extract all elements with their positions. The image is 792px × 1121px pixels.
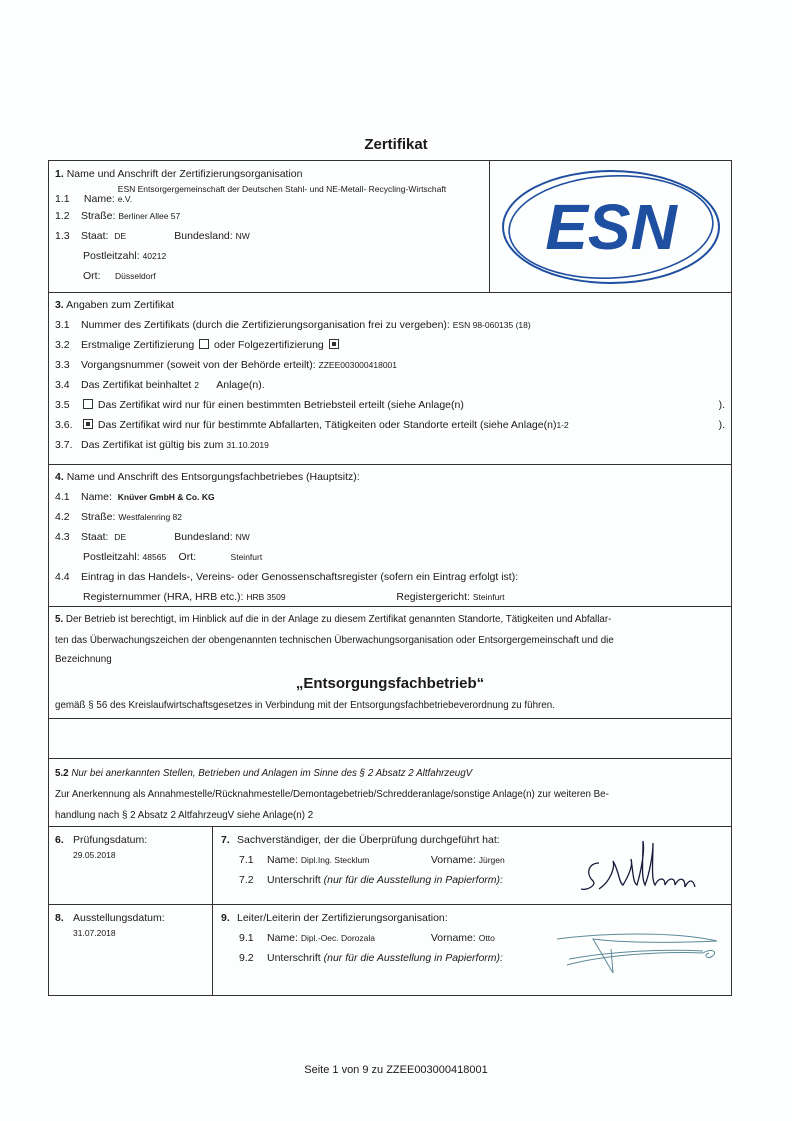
field-number: 3.5: [55, 399, 70, 411]
field-number: 4.2: [55, 511, 70, 523]
field-number: 3.7.: [55, 439, 73, 451]
section-altfahrzeug: [49, 759, 731, 827]
section-authorization: [49, 607, 731, 719]
field-label: Name:: [83, 193, 115, 205]
field-label: Postleitzahl:: [83, 250, 140, 262]
section-number: 3.: [55, 299, 64, 311]
field-number: 3.6.: [55, 419, 73, 431]
section-heading: Name und Anschrift der Zertifizierungsorganisation: [66, 168, 303, 180]
closing-paren: ).: [718, 399, 725, 411]
register-court: Steinfurt: [472, 592, 505, 602]
field-label: Das Zertifikat ist gültig bis zum: [81, 439, 224, 451]
section-number: 4.: [55, 471, 64, 483]
field-label: Das Zertifikat wird nur für bestimmte Abfallarten, Tätigkeiten oder Standorte erteilt (siehe Anlage(n): [97, 419, 557, 431]
field-label: Registernummer (HRA, HRB etc.):: [83, 591, 244, 603]
field-number: 3.4: [55, 379, 70, 391]
field-label: Registergericht:: [396, 591, 470, 603]
closing-paren: ).: [718, 419, 725, 431]
waste-types-checkbox[interactable]: [83, 419, 93, 429]
section-number: 5.2: [55, 768, 69, 779]
page-footer: Seite 1 von 9 zu ZZEE003000418001: [304, 1064, 488, 1076]
company-state: NW: [235, 532, 250, 542]
certificate-form: [48, 160, 732, 996]
section-number: 5.: [55, 614, 64, 625]
field-number: 7.1: [239, 854, 254, 866]
field-label: Nummer des Zertifikats (durch die Zertifizierungsorganisation frei zu vergeben):: [81, 319, 450, 331]
company-name: Knüver GmbH & Co. KG: [117, 492, 215, 502]
org-zip: 40212: [142, 251, 167, 261]
field-number: 1.1: [55, 193, 70, 205]
valid-until-date: 31.10.2019: [226, 440, 269, 450]
field-number: 4.3: [55, 531, 70, 543]
section-heading: Angaben zum Zertifikat: [66, 299, 175, 311]
org-name-line1: ESN Entsorgergemeinschaft der Deutschen Stahl- und NE-Metall- Recycling-Wirtschaft: [117, 184, 447, 194]
field-number: 4.4: [55, 571, 70, 583]
field-label: Straße:: [81, 210, 116, 222]
section-number: 6.: [55, 834, 64, 846]
org-street: Berliner Allee 57: [118, 211, 181, 221]
field-note: (nur für die Ausstellung in Papierform):: [323, 952, 503, 964]
section-inspection: [49, 827, 731, 905]
follow-certification-checkbox[interactable]: [329, 339, 339, 349]
field-label: Postleitzahl:: [83, 551, 140, 563]
field-number: 7.2: [239, 874, 254, 886]
field-label: Das Zertifikat wird nur für einen bestimmten Betriebsteil erteilt (siehe Anlage(n): [97, 399, 464, 411]
expert-signature: [581, 831, 711, 901]
director-first-name: Otto: [478, 933, 495, 943]
first-certification-checkbox[interactable]: [199, 339, 209, 349]
director-name: Dipl.-Oec. Dorozala: [300, 933, 376, 943]
waste-types-attachments: 1-2: [556, 420, 569, 430]
section-number: 7.: [221, 834, 230, 846]
field-label: Ort:: [83, 270, 101, 282]
field-label: Anlage(n).: [216, 379, 265, 391]
section-number: 1.: [55, 168, 64, 180]
inspection-date: 29.05.2018: [73, 850, 116, 860]
logo-text: ESN: [544, 190, 677, 263]
field-label: Name:: [81, 491, 112, 503]
field-label: Unterschrift: [267, 952, 321, 964]
field-number: 1.3: [55, 230, 70, 242]
register-number: HRB 3509: [246, 592, 286, 602]
field-label: Staat:: [81, 531, 109, 543]
field-number: 3.3: [55, 359, 70, 371]
field-label: Ausstellungsdatum:: [73, 912, 165, 924]
designation-title: „Entsorgungsfachbetrieb“: [295, 675, 485, 692]
altfahrzeug-text: handlung nach § 2 Absatz 2 AltfahrzeugV siehe Anlage(n): [55, 810, 306, 821]
field-number: 9.2: [239, 952, 254, 964]
field-label: Ort:: [178, 551, 197, 563]
company-zip: 48565: [142, 552, 167, 562]
field-label: Prüfungsdatum:: [73, 834, 148, 846]
authorization-text: ten das Überwachungszeichen der obengenannten technischen Überwachungsorganisation oder Entsorgergemeinschaft und die: [55, 635, 614, 646]
section-heading: Leiter/Leiterin der Zertifizierungsorganisation:: [237, 912, 448, 924]
field-label: Bundesland:: [174, 230, 233, 242]
authorization-text: Bezeichnung: [55, 654, 112, 665]
attachment-count: 2: [194, 380, 199, 390]
field-label: Straße:: [81, 511, 116, 523]
expert-name: Dipl.Ing. Stecklum: [300, 855, 370, 865]
section-certification-org: [49, 161, 731, 293]
company-city: Steinfurt: [230, 552, 263, 562]
company-street: Westfalenring 82: [118, 512, 182, 522]
field-label: Name:: [267, 854, 298, 866]
org-country: DE: [114, 231, 127, 241]
field-label: Das Zertifikat beinhaltet: [81, 379, 192, 391]
field-number: 3.2: [55, 339, 70, 351]
field-number: 4.1: [55, 491, 70, 503]
section-number: 8.: [55, 912, 64, 924]
org-city: Düsseldorf: [115, 271, 156, 281]
field-number: 3.1: [55, 319, 70, 331]
altfahrzeug-text: Zur Anerkennung als Annahmestelle/Rücknahmestelle/Demontagebetrieb/Schredderanlage/sonstige Anlage(n) zur weiteren Be-: [55, 789, 609, 800]
section-heading: Sachverständiger, der die Überprüfung durchgeführt hat:: [237, 834, 500, 846]
section-certificate-details: [49, 293, 731, 465]
field-label: Bundesland:: [174, 531, 233, 543]
partial-operation-checkbox[interactable]: [83, 399, 93, 409]
document-title: Zertifikat: [364, 136, 428, 153]
field-label: Vorgangsnummer (soweit von der Behörde erteilt):: [81, 359, 316, 371]
section-heading: Name und Anschrift des Entsorgungsfachbetriebes (Hauptsitz):: [66, 471, 360, 483]
authorization-text: gemäß § 56 des Kreislaufwirtschaftsgesetzes in Verbindung mit der Entsorgungsfachbetriebeverordnung zu führen.: [55, 700, 555, 711]
section-heading: Nur bei anerkannten Stellen, Betrieben und Anlagen im Sinne des § 2 Absatz 2 AltfahrzeugV: [71, 768, 473, 779]
field-label: Eintrag in das Handels-, Vereins- oder Genossenschaftsregister (sofern ein Eintrag erfolgt ist):: [81, 571, 519, 583]
field-label: Vorname:: [430, 854, 476, 866]
field-label: Unterschrift: [267, 874, 321, 886]
director-signature: [553, 929, 723, 979]
section-number: 9.: [221, 912, 230, 924]
expert-first-name: Jürgen: [478, 855, 505, 865]
esn-logo: [490, 161, 731, 292]
empty-section: [49, 719, 731, 759]
section-issuance: [49, 905, 731, 995]
field-number: 1.2: [55, 210, 70, 222]
field-label: Vorname:: [430, 932, 476, 944]
org-state: NW: [235, 231, 250, 241]
authorization-text: Der Betrieb ist berechtigt, im Hinblick auf die in der Anlage zu diesem Zertifikat genannten Standorte, Tätigkeiten und Abfallar-: [65, 614, 612, 625]
field-label: Staat:: [81, 230, 109, 242]
process-number: ZZEE003000418001: [318, 360, 397, 370]
company-country: DE: [114, 532, 127, 542]
section-company: [49, 465, 731, 607]
field-label: Name:: [267, 932, 298, 944]
org-name-line2: e.V.: [117, 194, 133, 204]
field-label: Erstmalige Zertifizierung: [81, 339, 195, 351]
field-note: (nur für die Ausstellung in Papierform):: [323, 874, 503, 886]
field-number: 9.1: [239, 932, 254, 944]
issue-date: 31.07.2018: [73, 928, 116, 938]
field-label: oder Folgezertifizierung: [214, 339, 324, 351]
altfahrzeug-attachment: 2: [307, 810, 314, 821]
certificate-number: ESN 98-060135 (18): [452, 320, 531, 330]
